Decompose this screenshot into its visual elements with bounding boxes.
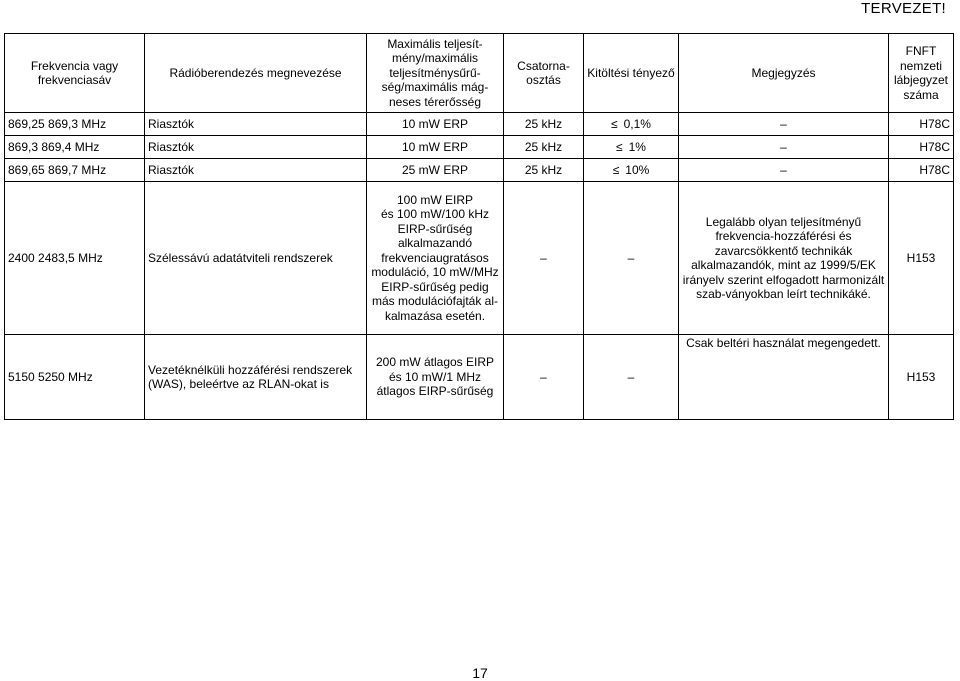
cell-device: Riasztók <box>145 113 367 136</box>
cell-power: 10 mW ERP <box>367 136 504 159</box>
cell-device: Riasztók <box>145 159 367 182</box>
cell-duty <box>584 136 679 159</box>
duty-value: 0,1% <box>623 116 651 131</box>
cell-spacing: – <box>504 335 584 420</box>
cell-footnote: H153 <box>889 335 954 420</box>
frequency-table <box>4 33 954 420</box>
cell-duty <box>584 159 679 182</box>
power-primary: 200 mW átlagos EIRP <box>375 355 495 370</box>
header-duty-cycle: Kitöltési tényező <box>584 34 679 113</box>
draft-label: TERVEZET! <box>861 0 946 17</box>
cell-footnote: H78C <box>889 113 954 136</box>
cell-footnote: H78C <box>889 159 954 182</box>
cell-duty: – <box>584 182 679 335</box>
header-frequency: Frekvencia vagy frekvenciasáv <box>5 34 145 113</box>
table-row <box>5 182 954 335</box>
cell-frequency: 5150 5250 MHz <box>5 335 145 420</box>
table-row <box>5 159 954 182</box>
header-remark: Megjegyzés <box>679 34 889 113</box>
duty-value: 10% <box>625 162 650 177</box>
cell-remark: – <box>679 159 889 182</box>
cell-power: 25 mW ERP <box>367 159 504 182</box>
header-device-name: Rádióberendezés megnevezése <box>145 34 367 113</box>
header-channel-spacing: Csatorna-osztás <box>504 34 584 113</box>
power-secondary: és 100 mW/100 kHz EIRP-sűrűség alkalmazandó frekvenciaugratásos moduláció, 10 mW/MHz EIRP-sűrűség pedig más modulációfajták al-kalmazása esetén. <box>371 207 499 323</box>
cell-duty: – <box>584 335 679 420</box>
less-equal-symbol: ≤ <box>611 116 618 131</box>
cell-footnote: H153 <box>889 182 954 335</box>
cell-frequency: 869,25 869,3 MHz <box>5 113 145 136</box>
cell-remark: Legalább olyan teljesítményű frekvencia-hozzáférési és zavarcsökkentő technikák alkalmazandók, mint az 1999/5/EK irányelv szerint elfogadott harmonizált szab-ványokban leírt technikáké. <box>679 182 889 335</box>
cell-frequency: 2400 2483,5 MHz <box>5 182 145 335</box>
cell-power: 10 mW ERP <box>367 113 504 136</box>
cell-power <box>367 335 504 420</box>
table-header-row <box>5 34 954 113</box>
cell-device: Riasztók <box>145 136 367 159</box>
header-footnote: FNFT nemzeti lábjegyzet száma <box>889 34 954 113</box>
duty-value: 1% <box>628 139 646 154</box>
cell-device: Szélessávú adatátviteli rendszerek <box>145 182 367 335</box>
cell-spacing: 25 kHz <box>504 136 584 159</box>
cell-remark: Csak beltéri használat megengedett. <box>679 335 889 420</box>
cell-device: Vezetéknélküli hozzáférési rendszerek (WAS), beleértve az RLAN-okat is <box>145 335 367 420</box>
cell-duty <box>584 113 679 136</box>
cell-footnote: H78C <box>889 136 954 159</box>
power-primary: 100 mW EIRP <box>396 192 474 207</box>
cell-frequency: 869,3 869,4 MHz <box>5 136 145 159</box>
cell-remark: – <box>679 136 889 159</box>
cell-spacing: 25 kHz <box>504 113 584 136</box>
cell-remark: – <box>679 113 889 136</box>
less-equal-symbol: ≤ <box>616 139 623 154</box>
header-max-power: Maximális teljesít-mény/maximális teljesítménysűrű-ség/maximális mág-neses térerősség <box>367 34 504 113</box>
cell-spacing: 25 kHz <box>504 159 584 182</box>
cell-power <box>367 182 504 335</box>
table-row <box>5 113 954 136</box>
cell-frequency: 869,65 869,7 MHz <box>5 159 145 182</box>
page-number: 17 <box>472 665 488 681</box>
table-row <box>5 136 954 159</box>
power-secondary: és 10 mW/1 MHz átlagos EIRP-sűrűség <box>376 369 494 399</box>
less-equal-symbol: ≤ <box>612 162 620 177</box>
table-row <box>5 335 954 420</box>
cell-spacing: – <box>504 182 584 335</box>
